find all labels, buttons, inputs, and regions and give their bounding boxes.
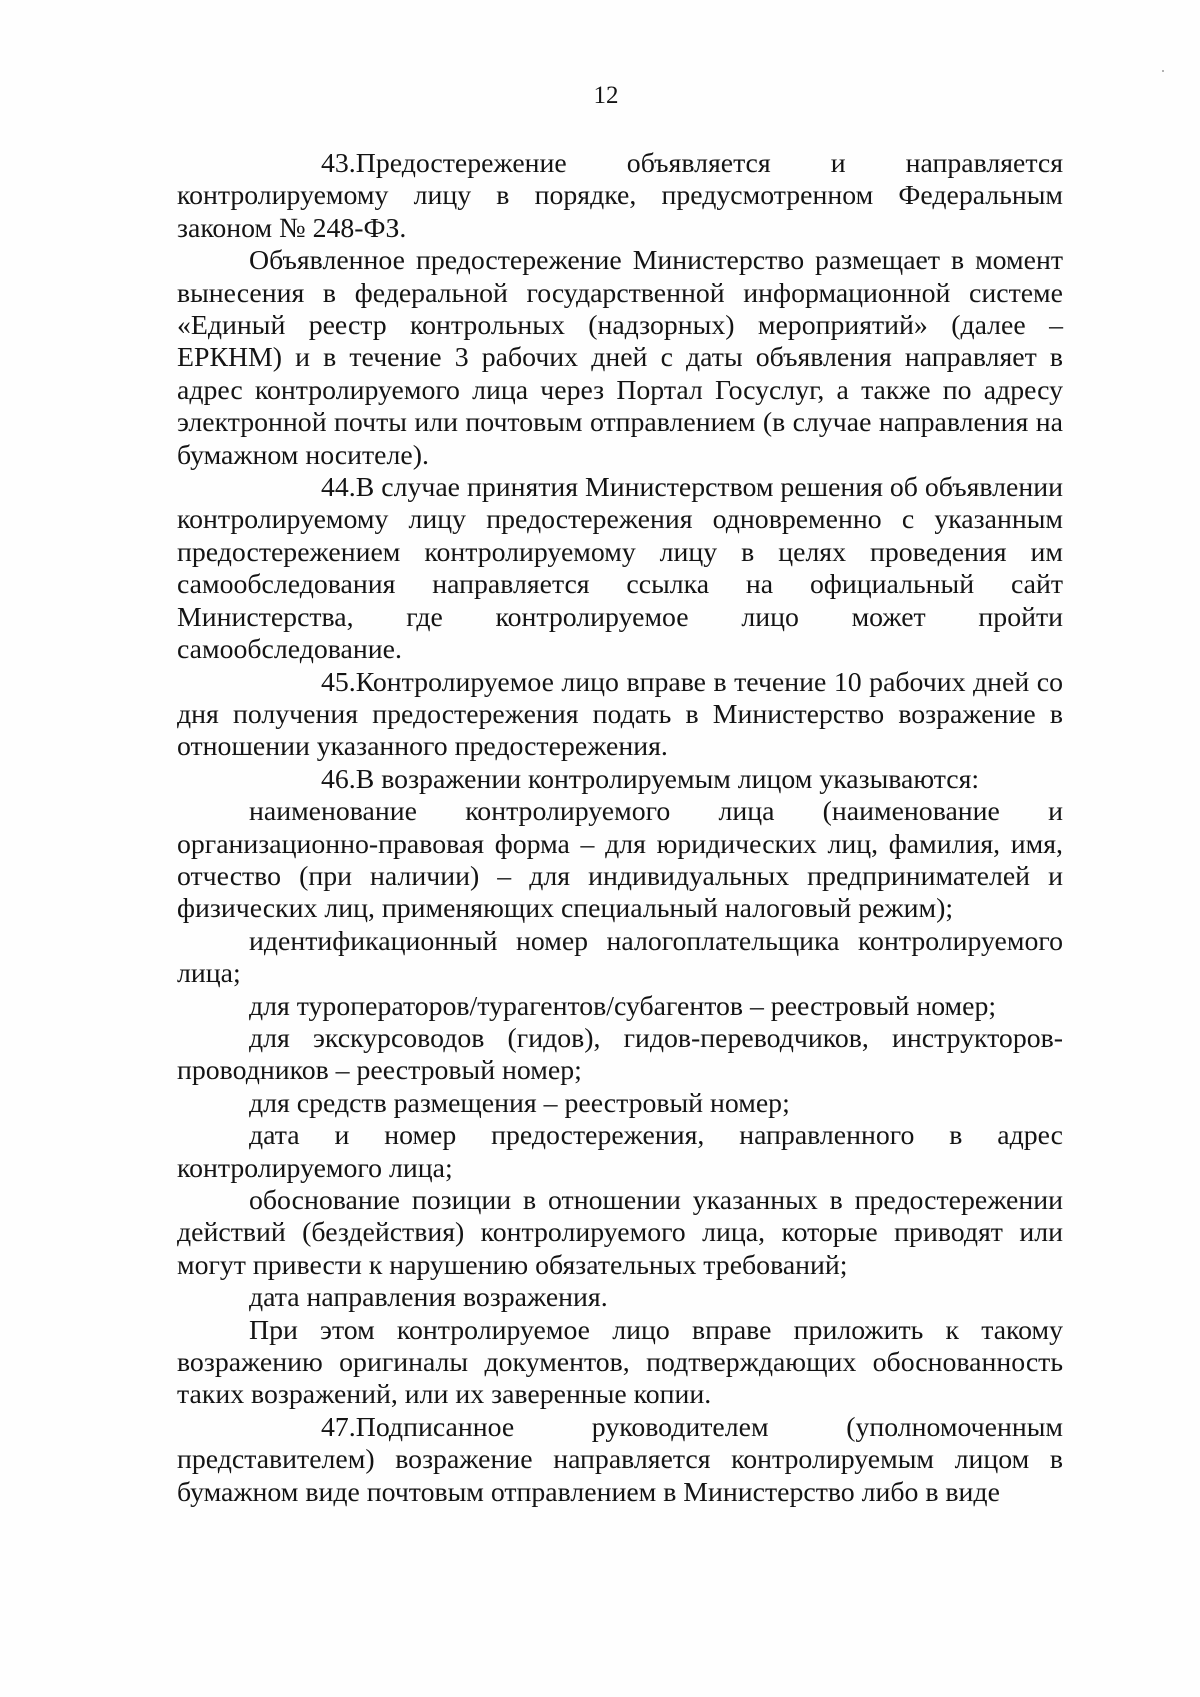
paragraph-attachments xyxy=(177,1315,1063,1412)
paragraph-text: наименование контролируемого лица (наименование и организационно-правовая форма – для юридических лиц, фамилия, имя, отчество (при наличии) – для индивидуальных предпринимателей и физических лиц, применяющих специальный налоговый режим); xyxy=(177,796,1063,925)
list-item-touroperators xyxy=(177,991,1063,1023)
paragraph-text: для средств размещения – реестровый номер; xyxy=(249,1087,790,1119)
paragraph-text: дата направления возражения. xyxy=(249,1282,608,1314)
paragraph-text: для туроператоров/турагентов/субагентов – реестровый номер; xyxy=(249,990,997,1022)
paragraph-text: обоснование позиции в отношении указанных в предостережении действий (бездействия) контролируемого лица, которые приводят или могут привести к нарушению обязательных требований; xyxy=(177,1185,1063,1281)
item-number: 46. xyxy=(321,763,356,795)
list-item-warning-date xyxy=(177,1120,1063,1185)
paragraph-43-continued xyxy=(177,245,1063,472)
scan-speck xyxy=(1162,70,1164,72)
document-body xyxy=(177,148,1063,1509)
item-number: 44. xyxy=(321,472,356,504)
paragraph-text: Объявленное предостережение Министерство размещает в момент вынесения в федеральной государственной информационной системе «Единый реестр контрольных (надзорных) мероприятий» (далее – ЕРКНМ) и в течение 3 рабочих дней с даты объявления направляет в адрес контролируемого лица через Портал Госуслуг, а также по адресу электронной почты или почтовым отправлением (в случае направления на бумажном носителе). xyxy=(177,245,1063,471)
paragraph-46 xyxy=(177,764,1063,796)
list-item-inn xyxy=(177,926,1063,991)
paragraph-text: для экскурсоводов (гидов), гидов-переводчиков, инструкторов-проводников – реестровый номер; xyxy=(177,1022,1063,1087)
paragraph-text: дата и номер предостережения, направленного в адрес контролируемого лица; xyxy=(177,1120,1063,1184)
item-number: 45. xyxy=(321,666,356,698)
paragraph-43 xyxy=(177,148,1063,245)
paragraph-text: В случае принятия Министерством решения об объявлении контролируемому лицу предостережения одновременно с указанным предостережением контролируемому лицу в целях проведения им самообследования направляется ссылка на официальный сайт Министерства, где контролируемое лицо может пройти самообследование. xyxy=(177,472,1063,666)
paragraph-text: идентификационный номер налогоплательщика контролируемого лица; xyxy=(177,925,1063,990)
page-number: 12 xyxy=(593,82,619,109)
paragraph-44 xyxy=(177,472,1063,666)
list-item-name xyxy=(177,796,1063,926)
item-number: 47. xyxy=(321,1411,356,1443)
list-item-accommodation xyxy=(177,1088,1063,1120)
paragraph-47 xyxy=(177,1412,1063,1509)
paragraph-text: Предостережение объявляется и направляется контролируемому лицу в порядке, предусмотренном Федеральным законом № 248-ФЗ. xyxy=(177,148,1063,244)
list-item-objection-date xyxy=(177,1282,1063,1314)
paragraph-text: Контролируемое лицо вправе в течение 10 рабочих дней со дня получения предостережения подать в Министерство возражение в отношении указанного предостережения. xyxy=(177,666,1063,763)
item-number: 43. xyxy=(321,148,356,179)
list-item-justification xyxy=(177,1185,1063,1282)
paragraph-text: При этом контролируемое лицо вправе приложить к такому возражению оригиналы документов, подтверждающих обоснованность таких возражений, или их заверенные копии. xyxy=(177,1314,1063,1411)
paragraph-text: Подписанное руководителем (уполномоченным представителем) возражение направляется контролируемым лицом в бумажном виде почтовым отправлением в Министерство либо в виде xyxy=(177,1411,1063,1508)
list-item-guides xyxy=(177,1023,1063,1088)
paragraph-text: В возражении контролируемым лицом указываются: xyxy=(355,763,980,795)
paragraph-45 xyxy=(177,667,1063,764)
